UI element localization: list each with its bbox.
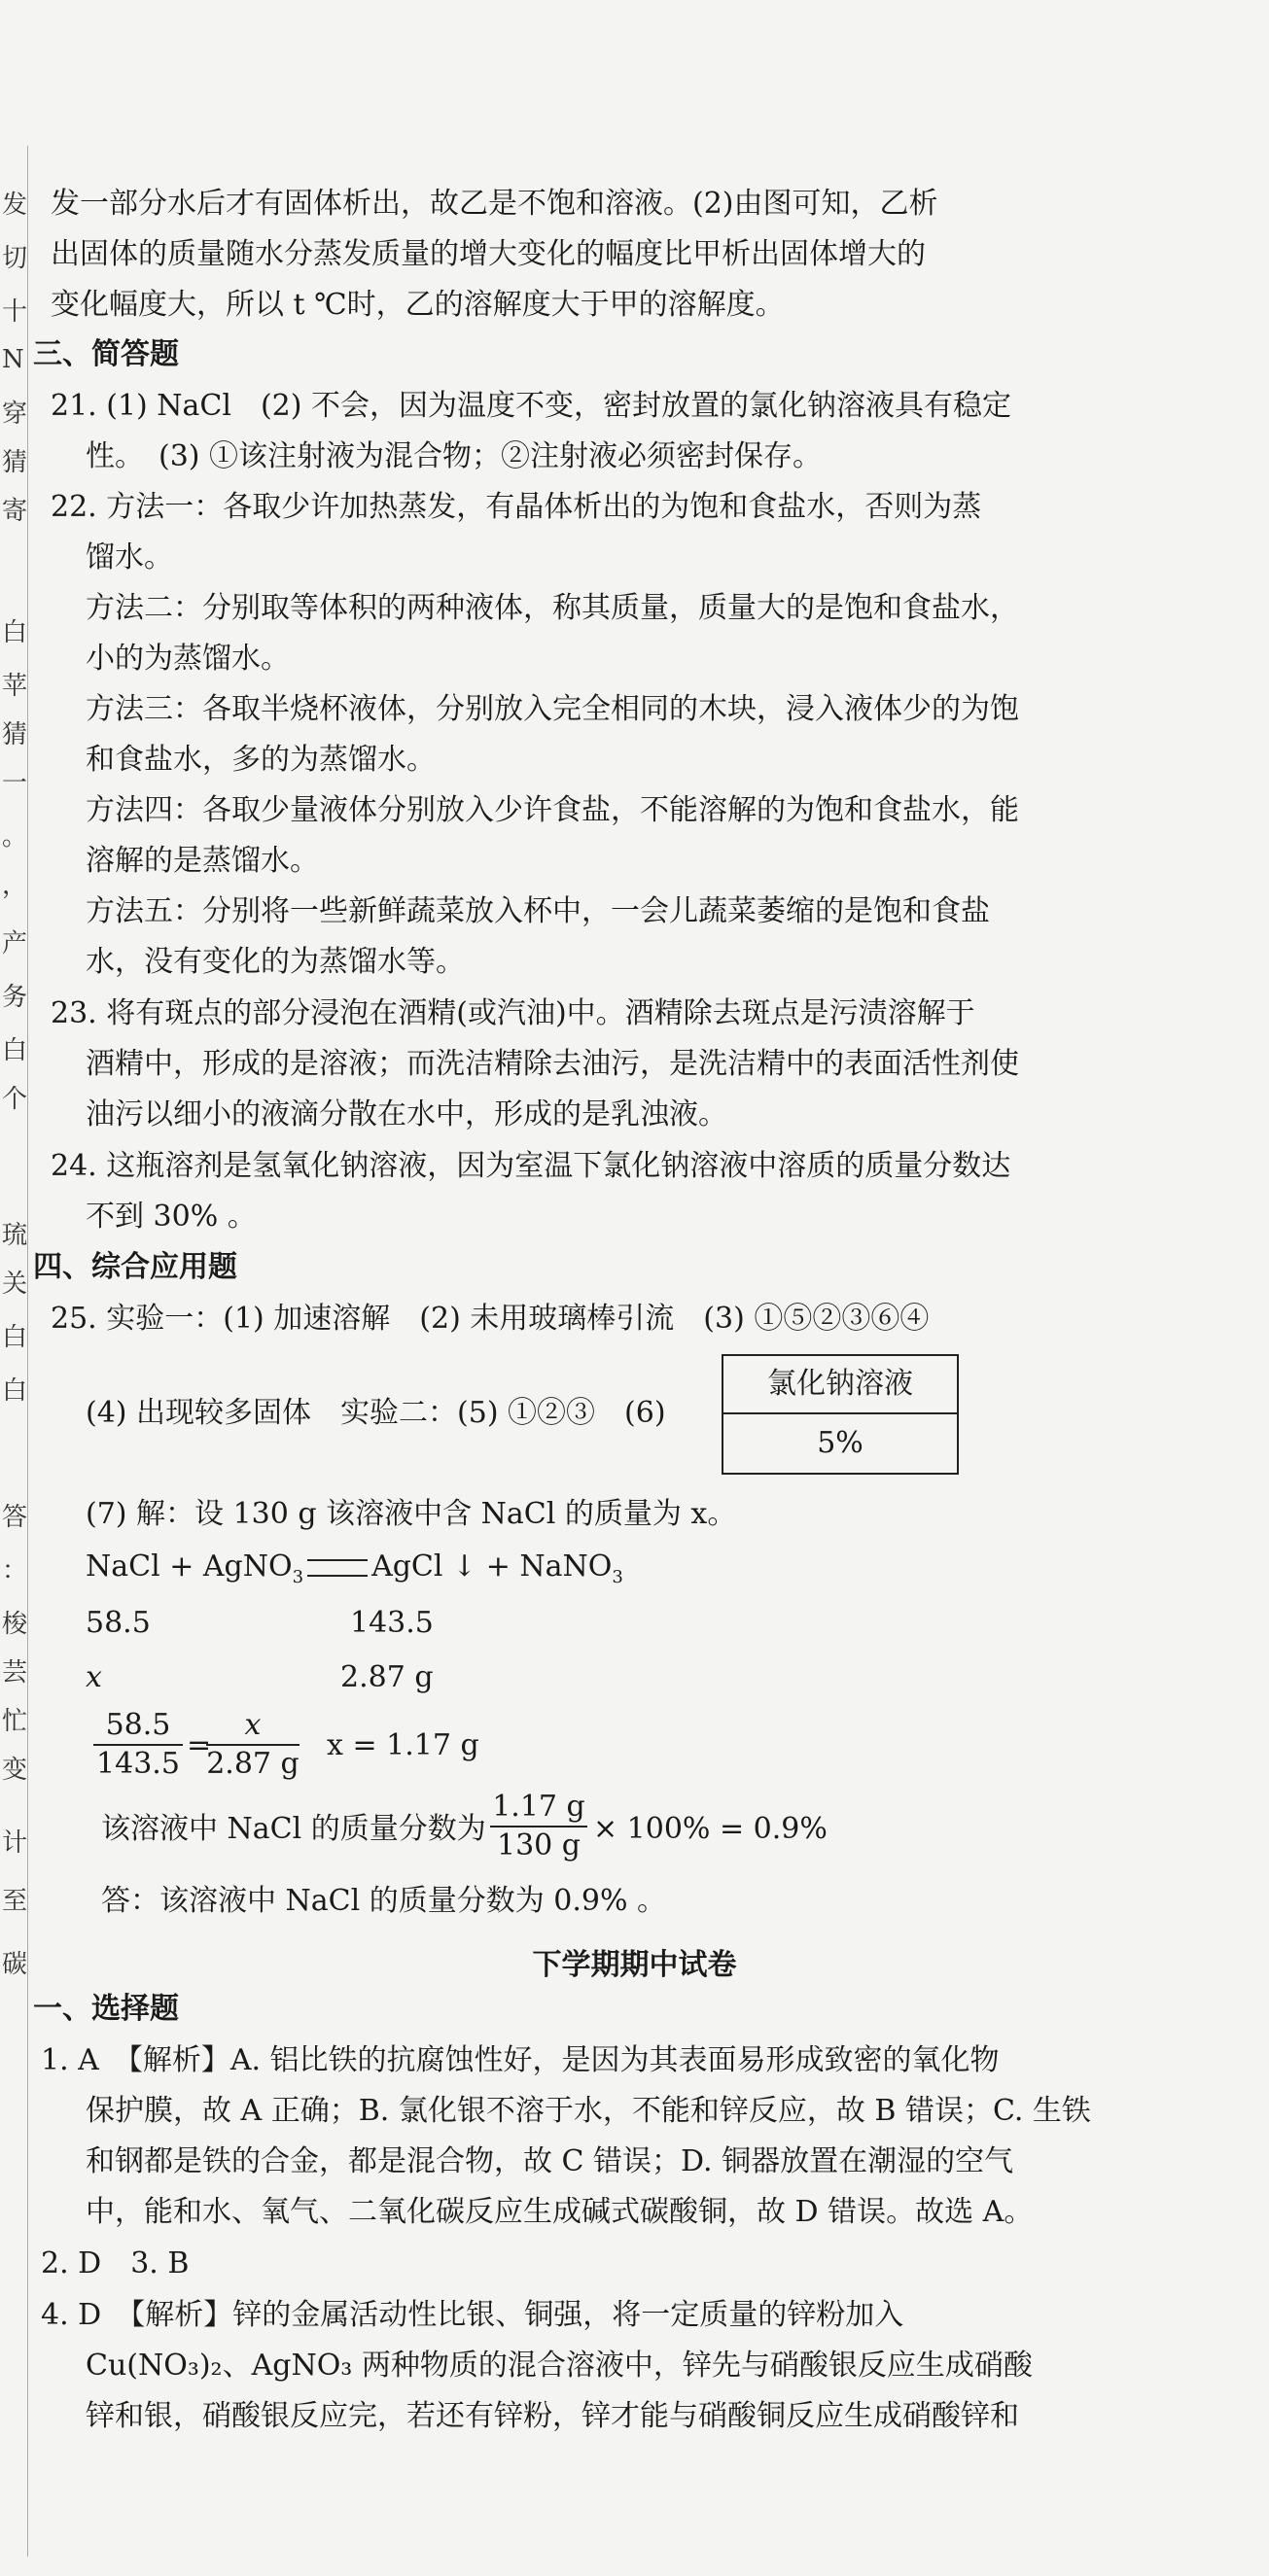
margin-fragment: ： <box>2 1556 28 1585</box>
margin-fragment: 一 <box>2 769 28 798</box>
fraction <box>93 1707 183 1783</box>
label-concentration: 5% <box>817 1426 864 1460</box>
equation-arrow <box>307 1559 368 1577</box>
text-line: 油污以细小的液滴分散在水中，形成的是乳浊液。 <box>86 1097 727 1131</box>
text-line: 该溶液中 NaCl 的质量分数为 <box>101 1812 486 1846</box>
margin-fragment: 寄 <box>2 497 28 526</box>
margin-fragment: 猜 <box>2 448 28 477</box>
text-line: 4. D 【解析】锌的金属活动性比银、铜强，将一定质量的锌粉加入 <box>41 2298 904 2332</box>
equation-reactants: NaCl + AgNO <box>86 1549 293 1584</box>
margin-fragment: 发 <box>2 191 28 220</box>
margin-fragment: 产 <box>2 929 28 958</box>
text-line: 小的为蒸馏水。 <box>86 642 290 676</box>
molar-mass: 143.5 <box>350 1606 434 1640</box>
reagent-label-box <box>722 1354 959 1475</box>
margin-fragment: 苹 <box>2 672 28 701</box>
margin-cut-line <box>27 146 28 2557</box>
text-line: 锌和银，硝酸银反应完，若还有锌粉，锌才能与硝酸铜反应生成硝酸锌和 <box>86 2399 1019 2433</box>
chemical-equation <box>86 1548 623 1597</box>
text-line: 溶解的是蒸馏水。 <box>86 844 319 878</box>
fraction-denominator: 143.5 <box>96 1747 180 1781</box>
margin-fragment: 梭 <box>2 1610 28 1639</box>
margin-fragment: 计 <box>2 1828 28 1858</box>
margin-fragment: ， <box>2 871 28 900</box>
text-line: × 100% = 0.9% <box>593 1812 828 1846</box>
text-line: 2. D 3. B <box>41 2246 190 2280</box>
margin-fragment: 切 <box>2 244 28 273</box>
fraction <box>206 1707 300 1783</box>
margin-fragment: 碳 <box>2 1950 28 1979</box>
margin-fragment: 答 <box>2 1503 28 1532</box>
fraction-numerator: x <box>244 1708 262 1742</box>
margin-fragment: 忙 <box>2 1707 28 1736</box>
text-line: 出固体的质量随水分蒸发质量的增大变化的幅度比甲析出固体增大的 <box>51 237 926 271</box>
fraction-numerator: 58.5 <box>105 1708 171 1742</box>
fraction-numerator: 1.17 g <box>492 1790 585 1824</box>
margin-fragment: 白 <box>2 1323 28 1352</box>
equation-subscript: 3 <box>612 1567 623 1587</box>
text-line: 性。 (3) ①该注射液为混合物；②注射液必须密封保存。 <box>86 439 823 473</box>
text-line: 酒精中，形成的是溶液；而洗洁精除去油污，是洗洁精中的表面活性剂使 <box>86 1047 1019 1081</box>
mass-value: 2.87 g <box>340 1660 434 1694</box>
margin-fragment: 务 <box>2 983 28 1012</box>
margin-fragment: 猜 <box>2 720 28 749</box>
margin-fragment: 穿 <box>2 400 28 429</box>
text-line: (7) 解：设 130 g 该溶液中含 NaCl 的质量为 x。 <box>86 1497 737 1531</box>
margin-fragment: 琉 <box>2 1221 28 1250</box>
text-line: 24. 这瓶溶剂是氢氧化钠溶液，因为室温下氯化钠溶液中溶质的质量分数达 <box>51 1149 1011 1183</box>
label-name: 氯化钠溶液 <box>723 1356 957 1414</box>
margin-fragment: 变 <box>2 1756 28 1785</box>
result: x = 1.17 g <box>327 1728 479 1762</box>
fraction-denominator: 130 g <box>496 1828 581 1862</box>
section-heading: 三、简答题 <box>33 337 179 371</box>
fraction-denominator: 2.87 g <box>206 1747 300 1781</box>
text-line: 25. 实验一：(1) 加速溶解 (2) 未用玻璃棒引流 (3) ①⑤②③⑥④ <box>51 1302 930 1336</box>
margin-fragment: 十 <box>2 297 28 327</box>
left-margin-text <box>0 185 28 2440</box>
text-line: 方法三：各取半烧杯液体，分别放入完全相同的木块，浸入液体少的为饱 <box>86 692 1019 726</box>
text-line: 22. 方法一：各取少许加热蒸发，有晶体析出的为饱和食盐水，否则为蒸 <box>51 490 982 524</box>
section-heading: 一、选择题 <box>33 1992 179 2026</box>
text-line: 23. 将有斑点的部分浸泡在酒精(或汽油)中。酒精除去斑点是污渍溶解于 <box>51 996 975 1030</box>
text-line: (4) 出现较多固体 实验二：(5) ①②③ (6) <box>86 1396 666 1430</box>
text-line: 馏水。 <box>86 540 173 574</box>
margin-fragment: 白 <box>2 618 28 647</box>
text-line: 和钢都是铁的合金，都是混合物，故 C 错误；D. 铜器放置在潮湿的空气 <box>86 2144 1014 2178</box>
margin-fragment: 白 <box>2 1036 28 1065</box>
text-line: 水，没有变化的为蒸馏水等。 <box>86 945 465 979</box>
equals-sign: = <box>187 1728 212 1762</box>
section-heading: 四、综合应用题 <box>33 1250 237 1284</box>
text-line: 21. (1) NaCl (2) 不会，因为温度不变，密封放置的氯化钠溶液具有稳定 <box>51 389 1011 423</box>
text-line: 1. A 【解析】A. 铝比铁的抗腐蚀性好，是因为其表面易形成致密的氧化物 <box>41 2043 1000 2077</box>
margin-fragment: N <box>2 345 24 374</box>
text-line: Cu(NO₃)₂、AgNO₃ 两种物质的混合溶液中，锌先与硝酸银反应生成硝酸 <box>86 2349 1033 2383</box>
margin-fragment: 。 <box>2 822 28 852</box>
margin-fragment: 白 <box>2 1376 28 1406</box>
fraction <box>490 1789 587 1864</box>
text-line: 变化幅度大，所以 t ℃时，乙的溶解度大于甲的溶解度。 <box>51 288 785 322</box>
text-line: 发一部分水后才有固体析出，故乙是不饱和溶液。(2)由图可知，乙析 <box>51 187 938 221</box>
margin-fragment: 芸 <box>2 1658 28 1688</box>
margin-fragment: 个 <box>2 1085 28 1114</box>
answer-line: 答：该溶液中 NaCl 的质量分数为 0.9% 。 <box>101 1884 667 1918</box>
text-line: 保护膜，故 A 正确；B. 氯化银不溶于水，不能和锌反应，故 B 错误；C. 生铁 <box>86 2094 1091 2128</box>
margin-fragment: 关 <box>2 1270 28 1299</box>
equation-products: AgCl ↓ + NaNO <box>371 1549 613 1584</box>
molar-mass: 58.5 <box>86 1606 151 1640</box>
equation-subscript: 3 <box>292 1567 304 1587</box>
text-line: 方法二：分别取等体积的两种液体，称其质量，质量大的是饱和食盐水， <box>86 591 1019 625</box>
margin-fragment: 至 <box>2 1887 28 1916</box>
text-line: 不到 30% 。 <box>86 1200 257 1234</box>
text-line: 方法五：分别将一些新鲜蔬菜放入杯中，一会儿蔬菜萎缩的是饱和食盐 <box>86 894 990 928</box>
text-line: 中，能和水、氧气、二氧化碳反应生成碱式碳酸铜，故 D 错误。故选 A。 <box>86 2195 1034 2229</box>
unknown: x <box>86 1660 102 1694</box>
text-line: 和食盐水，多的为蒸馏水。 <box>86 743 436 777</box>
exam-title: 下学期期中试卷 <box>532 1948 737 1982</box>
text-line: 方法四：各取少量液体分别放入少许食盐，不能溶解的为饱和食盐水，能 <box>86 793 1019 827</box>
